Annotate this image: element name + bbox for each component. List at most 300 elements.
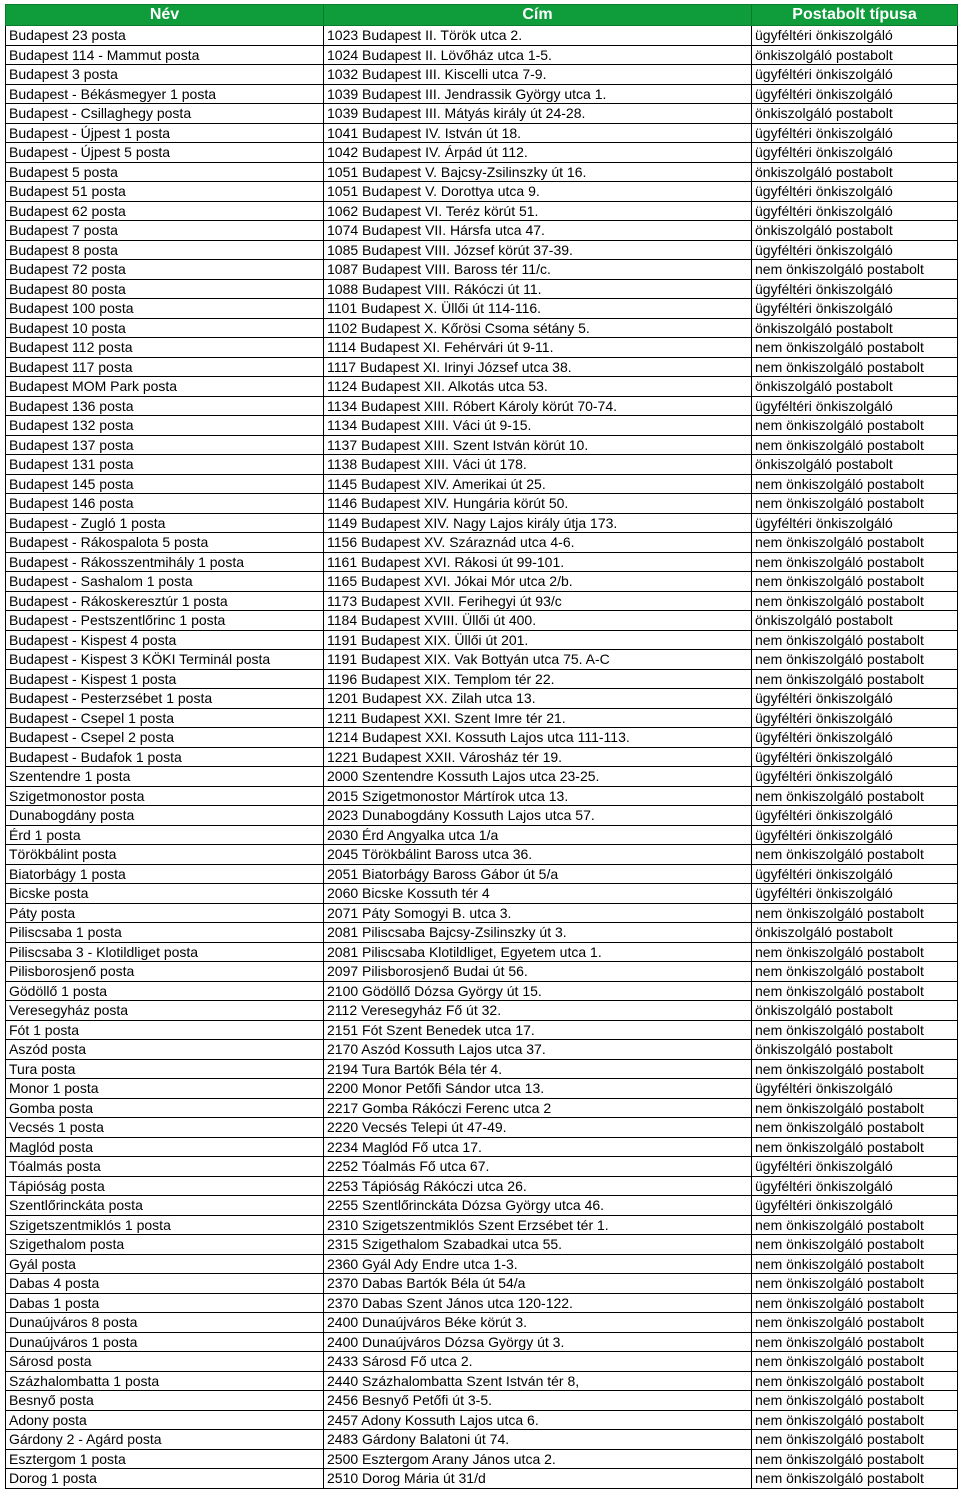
cell-name: Monor 1 posta	[6, 1079, 324, 1099]
table-row	[6, 494, 958, 514]
table-row	[6, 474, 958, 494]
cell-address: 2510 Dorog Mária út 31/d	[324, 1469, 752, 1489]
table-row	[6, 1391, 958, 1411]
cell-type: ügyféltéri önkiszolgáló	[752, 182, 958, 202]
cell-type: ügyféltéri önkiszolgáló	[752, 299, 958, 319]
cell-name: Budapest 136 posta	[6, 396, 324, 416]
table-row	[6, 552, 958, 572]
cell-address: 2500 Esztergom Arany János utca 2.	[324, 1449, 752, 1469]
cell-address: 2045 Törökbálint Baross utca 36.	[324, 845, 752, 865]
cell-name: Besnyő posta	[6, 1391, 324, 1411]
cell-type: önkiszolgáló postabolt	[752, 455, 958, 475]
table-row	[6, 1469, 958, 1489]
cell-name: Százhalombatta 1 posta	[6, 1371, 324, 1391]
cell-address: 2060 Bicske Kossuth tér 4	[324, 884, 752, 904]
cell-type: ügyféltéri önkiszolgáló	[752, 1176, 958, 1196]
cell-name: Budapest - Sashalom 1 posta	[6, 572, 324, 592]
cell-type: ügyféltéri önkiszolgáló	[752, 513, 958, 533]
cell-address: 2151 Fót Szent Benedek utca 17.	[324, 1020, 752, 1040]
cell-name: Pilisborosjenő posta	[6, 962, 324, 982]
cell-type: nem önkiszolgáló postabolt	[752, 786, 958, 806]
cell-name: Tura posta	[6, 1059, 324, 1079]
cell-name: Dabas 4 posta	[6, 1274, 324, 1294]
cell-type: ügyféltéri önkiszolgáló	[752, 728, 958, 748]
table-row	[6, 1196, 958, 1216]
table-row	[6, 786, 958, 806]
cell-name: Budapest 5 posta	[6, 162, 324, 182]
cell-type: nem önkiszolgáló postabolt	[752, 1371, 958, 1391]
cell-name: Dorog 1 posta	[6, 1469, 324, 1489]
cell-name: Budapest - Újpest 5 posta	[6, 143, 324, 163]
cell-name: Budapest 132 posta	[6, 416, 324, 436]
cell-address: 2200 Monor Petőfi Sándor utca 13.	[324, 1079, 752, 1099]
table-row	[6, 162, 958, 182]
table-row	[6, 923, 958, 943]
cell-type: ügyféltéri önkiszolgáló	[752, 1157, 958, 1177]
table-row	[6, 708, 958, 728]
cell-address: 1214 Budapest XXI. Kossuth Lajos utca 111-113.	[324, 728, 752, 748]
cell-name: Dunaújváros 8 posta	[6, 1313, 324, 1333]
table-row	[6, 942, 958, 962]
cell-name: Fót 1 posta	[6, 1020, 324, 1040]
cell-type: nem önkiszolgáló postabolt	[752, 650, 958, 670]
cell-name: Szentlőrinckáta posta	[6, 1196, 324, 1216]
cell-name: Budapest 114 - Mammut posta	[6, 45, 324, 65]
cell-name: Szigetmonostor posta	[6, 786, 324, 806]
cell-name: Budapest 3 posta	[6, 65, 324, 85]
cell-address: 1211 Budapest XXI. Szent Imre tér 21.	[324, 708, 752, 728]
cell-address: 2015 Szigetmonostor Mártírok utca 13.	[324, 786, 752, 806]
cell-name: Budapest - Rákoskeresztúr 1 posta	[6, 591, 324, 611]
cell-address: 2440 Százhalombatta Szent István tér 8,	[324, 1371, 752, 1391]
cell-type: nem önkiszolgáló postabolt	[752, 1469, 958, 1489]
cell-type: ügyféltéri önkiszolgáló	[752, 1196, 958, 1216]
table-row	[6, 1352, 958, 1372]
cell-name: Vecsés 1 posta	[6, 1118, 324, 1138]
cell-address: 1051 Budapest V. Bajcsy-Zsilinszky út 16.	[324, 162, 752, 182]
cell-name: Budapest - Csepel 1 posta	[6, 708, 324, 728]
cell-name: Gödöllő 1 posta	[6, 981, 324, 1001]
cell-address: 2457 Adony Kossuth Lajos utca 6.	[324, 1410, 752, 1430]
cell-name: Gyál posta	[6, 1254, 324, 1274]
cell-name: Budapest 80 posta	[6, 279, 324, 299]
cell-address: 2097 Pilisborosjenő Budai út 56.	[324, 962, 752, 982]
table-row	[6, 357, 958, 377]
table-row	[6, 1235, 958, 1255]
cell-type: ügyféltéri önkiszolgáló	[752, 884, 958, 904]
cell-address: 1124 Budapest XII. Alkotás utca 53.	[324, 377, 752, 397]
cell-address: 2483 Gárdony Balatoni út 74.	[324, 1430, 752, 1450]
cell-address: 2310 Szigetszentmiklós Szent Erzsébet tér 1.	[324, 1215, 752, 1235]
cell-type: ügyféltéri önkiszolgáló	[752, 689, 958, 709]
cell-name: Budapest 100 posta	[6, 299, 324, 319]
table-row	[6, 1059, 958, 1079]
cell-type: nem önkiszolgáló postabolt	[752, 1215, 958, 1235]
cell-type: nem önkiszolgáló postabolt	[752, 1449, 958, 1469]
cell-type: ügyféltéri önkiszolgáló	[752, 84, 958, 104]
cell-address: 1137 Budapest XIII. Szent István körút 10.	[324, 435, 752, 455]
cell-name: Sárosd posta	[6, 1352, 324, 1372]
table-row	[6, 435, 958, 455]
table-row	[6, 84, 958, 104]
cell-type: nem önkiszolgáló postabolt	[752, 669, 958, 689]
cell-type: ügyféltéri önkiszolgáló	[752, 201, 958, 221]
table-row	[6, 104, 958, 124]
cell-address: 1138 Budapest XIII. Váci út 178.	[324, 455, 752, 475]
cell-address: 1146 Budapest XIV. Hungária körút 50.	[324, 494, 752, 514]
cell-type: ügyféltéri önkiszolgáló	[752, 767, 958, 787]
cell-address: 1165 Budapest XVI. Jókai Mór utca 2/b.	[324, 572, 752, 592]
cell-address: 2194 Tura Bartók Béla tér 4.	[324, 1059, 752, 1079]
table-row	[6, 1449, 958, 1469]
table-row	[6, 1001, 958, 1021]
cell-name: Budapest - Csillaghegy posta	[6, 104, 324, 124]
table-row	[6, 1293, 958, 1313]
cell-name: Budapest 112 posta	[6, 338, 324, 358]
cell-address: 1062 Budapest VI. Teréz körút 51.	[324, 201, 752, 221]
cell-address: 2255 Szentlőrinckáta Dózsa György utca 46.	[324, 1196, 752, 1216]
cell-address: 2433 Sárosd Fő utca 2.	[324, 1352, 752, 1372]
cell-name: Budapest 51 posta	[6, 182, 324, 202]
cell-address: 1032 Budapest III. Kiscelli utca 7-9.	[324, 65, 752, 85]
table-row	[6, 182, 958, 202]
table-row	[6, 572, 958, 592]
cell-address: 1085 Budapest VIII. József körút 37-39.	[324, 240, 752, 260]
cell-name: Szentendre 1 posta	[6, 767, 324, 787]
cell-name: Budapest - Pesterzsébet 1 posta	[6, 689, 324, 709]
cell-type: ügyféltéri önkiszolgáló	[752, 806, 958, 826]
cell-name: Budapest 131 posta	[6, 455, 324, 475]
cell-address: 2000 Szentendre Kossuth Lajos utca 23-25.	[324, 767, 752, 787]
cell-name: Tóalmás posta	[6, 1157, 324, 1177]
cell-type: önkiszolgáló postabolt	[752, 104, 958, 124]
cell-address: 1088 Budapest VIII. Rákóczi út 11.	[324, 279, 752, 299]
table-row	[6, 884, 958, 904]
cell-address: 1173 Budapest XVII. Ferihegyi út 93/c	[324, 591, 752, 611]
cell-address: 1101 Budapest X. Üllői út 114-116.	[324, 299, 752, 319]
table-body	[6, 26, 958, 1489]
table-row	[6, 1254, 958, 1274]
cell-name: Budapest - Kispest 1 posta	[6, 669, 324, 689]
cell-name: Budapest 146 posta	[6, 494, 324, 514]
table-row	[6, 1176, 958, 1196]
cell-type: ügyféltéri önkiszolgáló	[752, 864, 958, 884]
cell-name: Budapest - Csepel 2 posta	[6, 728, 324, 748]
cell-address: 1191 Budapest XIX. Vak Bottyán utca 75. A-C	[324, 650, 752, 670]
cell-name: Biatorbágy 1 posta	[6, 864, 324, 884]
cell-name: Piliscsaba 1 posta	[6, 923, 324, 943]
table-row	[6, 260, 958, 280]
cell-type: ügyféltéri önkiszolgáló	[752, 279, 958, 299]
cell-name: Budapest 145 posta	[6, 474, 324, 494]
cell-address: 1161 Budapest XVI. Rákosi út 99-101.	[324, 552, 752, 572]
cell-type: ügyféltéri önkiszolgáló	[752, 708, 958, 728]
cell-name: Érd 1 posta	[6, 825, 324, 845]
header-row	[6, 5, 958, 26]
cell-type: ügyféltéri önkiszolgáló	[752, 143, 958, 163]
cell-address: 2170 Aszód Kossuth Lajos utca 37.	[324, 1040, 752, 1060]
table-row	[6, 240, 958, 260]
cell-address: 1039 Budapest III. Mátyás király út 24-28.	[324, 104, 752, 124]
cell-name: Budapest 117 posta	[6, 357, 324, 377]
table-row	[6, 630, 958, 650]
table-row	[6, 728, 958, 748]
table-row	[6, 279, 958, 299]
cell-type: nem önkiszolgáló postabolt	[752, 533, 958, 553]
cell-type: nem önkiszolgáló postabolt	[752, 1430, 958, 1450]
cell-address: 1023 Budapest II. Török utca 2.	[324, 26, 752, 46]
table-row	[6, 143, 958, 163]
table-row	[6, 513, 958, 533]
header-type: Postabolt típusa	[752, 5, 958, 26]
table-row	[6, 1098, 958, 1118]
cell-name: Budapest 8 posta	[6, 240, 324, 260]
cell-type: nem önkiszolgáló postabolt	[752, 942, 958, 962]
table-row	[6, 1118, 958, 1138]
table-row	[6, 825, 958, 845]
cell-address: 1184 Budapest XVIII. Üllői út 400.	[324, 611, 752, 631]
cell-address: 2112 Veresegyház Fő út 32.	[324, 1001, 752, 1021]
cell-address: 1134 Budapest XIII. Váci út 9-15.	[324, 416, 752, 436]
table-row	[6, 864, 958, 884]
cell-name: Dabas 1 posta	[6, 1293, 324, 1313]
cell-address: 1041 Budapest IV. István út 18.	[324, 123, 752, 143]
cell-type: nem önkiszolgáló postabolt	[752, 1235, 958, 1255]
cell-type: nem önkiszolgáló postabolt	[752, 845, 958, 865]
cell-name: Budapest - Kispest 3 KÖKI Terminál posta	[6, 650, 324, 670]
cell-type: nem önkiszolgáló postabolt	[752, 591, 958, 611]
table-row	[6, 981, 958, 1001]
table-row	[6, 1157, 958, 1177]
cell-address: 2456 Besnyő Petőfi út 3-5.	[324, 1391, 752, 1411]
cell-address: 1042 Budapest IV. Árpád út 112.	[324, 143, 752, 163]
cell-type: nem önkiszolgáló postabolt	[752, 903, 958, 923]
cell-address: 1149 Budapest XIV. Nagy Lajos király útja 173.	[324, 513, 752, 533]
cell-name: Budapest 23 posta	[6, 26, 324, 46]
cell-name: Törökbálint posta	[6, 845, 324, 865]
cell-address: 2253 Tápióság Rákóczi utca 26.	[324, 1176, 752, 1196]
cell-type: önkiszolgáló postabolt	[752, 318, 958, 338]
cell-name: Gomba posta	[6, 1098, 324, 1118]
cell-type: nem önkiszolgáló postabolt	[752, 1391, 958, 1411]
table-row	[6, 318, 958, 338]
cell-address: 1039 Budapest III. Jendrassik György utca 1.	[324, 84, 752, 104]
cell-type: nem önkiszolgáló postabolt	[752, 435, 958, 455]
cell-name: Dunabogdány posta	[6, 806, 324, 826]
cell-address: 2315 Szigethalom Szabadkai utca 55.	[324, 1235, 752, 1255]
table-row	[6, 455, 958, 475]
cell-type: önkiszolgáló postabolt	[752, 923, 958, 943]
cell-address: 1191 Budapest XIX. Üllői út 201.	[324, 630, 752, 650]
cell-address: 2217 Gomba Rákóczi Ferenc utca 2	[324, 1098, 752, 1118]
table-row	[6, 903, 958, 923]
cell-type: nem önkiszolgáló postabolt	[752, 1274, 958, 1294]
cell-type: nem önkiszolgáló postabolt	[752, 1059, 958, 1079]
table-row	[6, 767, 958, 787]
table-row	[6, 845, 958, 865]
cell-type: nem önkiszolgáló postabolt	[752, 962, 958, 982]
cell-type: önkiszolgáló postabolt	[752, 162, 958, 182]
table-row	[6, 416, 958, 436]
table-row	[6, 533, 958, 553]
cell-name: Páty posta	[6, 903, 324, 923]
table-row	[6, 65, 958, 85]
cell-name: Budapest 137 posta	[6, 435, 324, 455]
post-office-table	[5, 4, 958, 1489]
cell-type: önkiszolgáló postabolt	[752, 611, 958, 631]
cell-type: nem önkiszolgáló postabolt	[752, 1137, 958, 1157]
table-row	[6, 806, 958, 826]
cell-type: nem önkiszolgáló postabolt	[752, 552, 958, 572]
cell-address: 1156 Budapest XV. Száraznád utca 4-6.	[324, 533, 752, 553]
cell-type: nem önkiszolgáló postabolt	[752, 1332, 958, 1352]
cell-name: Budapest - Zugló 1 posta	[6, 513, 324, 533]
cell-type: ügyféltéri önkiszolgáló	[752, 26, 958, 46]
cell-type: ügyféltéri önkiszolgáló	[752, 123, 958, 143]
cell-address: 1074 Budapest VII. Hársfa utca 47.	[324, 221, 752, 241]
cell-type: ügyféltéri önkiszolgáló	[752, 747, 958, 767]
cell-name: Budapest - Újpest 1 posta	[6, 123, 324, 143]
cell-address: 1201 Budapest XX. Zilah utca 13.	[324, 689, 752, 709]
cell-address: 1221 Budapest XXII. Városház tér 19.	[324, 747, 752, 767]
cell-type: önkiszolgáló postabolt	[752, 377, 958, 397]
cell-name: Bicske posta	[6, 884, 324, 904]
cell-type: önkiszolgáló postabolt	[752, 1001, 958, 1021]
cell-type: ügyféltéri önkiszolgáló	[752, 240, 958, 260]
cell-type: ügyféltéri önkiszolgáló	[752, 825, 958, 845]
table-row	[6, 1371, 958, 1391]
cell-address: 1145 Budapest XIV. Amerikai út 25.	[324, 474, 752, 494]
cell-name: Aszód posta	[6, 1040, 324, 1060]
cell-type: nem önkiszolgáló postabolt	[752, 1118, 958, 1138]
table-row	[6, 1020, 958, 1040]
cell-type: nem önkiszolgáló postabolt	[752, 474, 958, 494]
table-row	[6, 1079, 958, 1099]
cell-type: nem önkiszolgáló postabolt	[752, 1254, 958, 1274]
cell-name: Szigetszentmiklós 1 posta	[6, 1215, 324, 1235]
table-row	[6, 396, 958, 416]
cell-address: 1134 Budapest XIII. Róbert Károly körút 70-74.	[324, 396, 752, 416]
cell-name: Budapest MOM Park posta	[6, 377, 324, 397]
cell-name: Budapest - Budafok 1 posta	[6, 747, 324, 767]
table-row	[6, 747, 958, 767]
cell-type: nem önkiszolgáló postabolt	[752, 630, 958, 650]
table-row	[6, 1313, 958, 1333]
cell-type: nem önkiszolgáló postabolt	[752, 1352, 958, 1372]
cell-type: nem önkiszolgáló postabolt	[752, 338, 958, 358]
table-row	[6, 201, 958, 221]
cell-name: Budapest 7 posta	[6, 221, 324, 241]
cell-name: Budapest - Békásmegyer 1 posta	[6, 84, 324, 104]
table-row	[6, 123, 958, 143]
table-row	[6, 299, 958, 319]
table-row	[6, 1430, 958, 1450]
cell-type: nem önkiszolgáló postabolt	[752, 260, 958, 280]
cell-name: Budapest - Rákospalota 5 posta	[6, 533, 324, 553]
cell-type: ügyféltéri önkiszolgáló	[752, 65, 958, 85]
cell-address: 2100 Gödöllő Dózsa György út 15.	[324, 981, 752, 1001]
table-row	[6, 669, 958, 689]
table-row	[6, 689, 958, 709]
cell-address: 2252 Tóalmás Fő utca 67.	[324, 1157, 752, 1177]
cell-name: Gárdony 2 - Agárd posta	[6, 1430, 324, 1450]
cell-address: 2071 Páty Somogyi B. utca 3.	[324, 903, 752, 923]
cell-address: 2220 Vecsés Telepi út 47-49.	[324, 1118, 752, 1138]
cell-name: Veresegyház posta	[6, 1001, 324, 1021]
table-row	[6, 377, 958, 397]
cell-address: 2360 Gyál Ady Endre utca 1-3.	[324, 1254, 752, 1274]
cell-address: 1102 Budapest X. Kőrösi Csoma sétány 5.	[324, 318, 752, 338]
cell-name: Esztergom 1 posta	[6, 1449, 324, 1469]
header-address: Cím	[324, 5, 752, 26]
cell-address: 2400 Dunaújváros Béke körút 3.	[324, 1313, 752, 1333]
table-row	[6, 221, 958, 241]
cell-type: nem önkiszolgáló postabolt	[752, 1020, 958, 1040]
cell-address: 1117 Budapest XI. Irinyi József utca 38.	[324, 357, 752, 377]
cell-type: nem önkiszolgáló postabolt	[752, 1313, 958, 1333]
table-row	[6, 650, 958, 670]
cell-type: nem önkiszolgáló postabolt	[752, 1293, 958, 1313]
cell-address: 2023 Dunabogdány Kossuth Lajos utca 57.	[324, 806, 752, 826]
cell-name: Budapest - Rákosszentmihály 1 posta	[6, 552, 324, 572]
table-row	[6, 611, 958, 631]
cell-address: 1114 Budapest XI. Fehérvári út 9-11.	[324, 338, 752, 358]
cell-type: önkiszolgáló postabolt	[752, 1040, 958, 1060]
table-row	[6, 45, 958, 65]
cell-type: nem önkiszolgáló postabolt	[752, 572, 958, 592]
cell-name: Budapest 72 posta	[6, 260, 324, 280]
cell-name: Budapest - Kispest 4 posta	[6, 630, 324, 650]
table-row	[6, 1137, 958, 1157]
cell-address: 2234 Maglód Fő utca 17.	[324, 1137, 752, 1157]
cell-name: Maglód posta	[6, 1137, 324, 1157]
table-row	[6, 962, 958, 982]
cell-address: 2081 Piliscsaba Bajcsy-Zsilinszky út 3.	[324, 923, 752, 943]
cell-name: Budapest - Pestszentlőrinc 1 posta	[6, 611, 324, 631]
cell-address: 1087 Budapest VIII. Baross tér 11/c.	[324, 260, 752, 280]
cell-name: Piliscsaba 3 - Klotildliget posta	[6, 942, 324, 962]
table-row	[6, 338, 958, 358]
cell-type: nem önkiszolgáló postabolt	[752, 357, 958, 377]
table-row	[6, 1040, 958, 1060]
table-row	[6, 1410, 958, 1430]
header-name: Név	[6, 5, 324, 26]
cell-address: 2081 Piliscsaba Klotildliget, Egyetem utca 1.	[324, 942, 752, 962]
cell-type: önkiszolgáló postabolt	[752, 221, 958, 241]
cell-address: 2370 Dabas Szent János utca 120-122.	[324, 1293, 752, 1313]
table-row	[6, 591, 958, 611]
cell-name: Budapest 62 posta	[6, 201, 324, 221]
cell-address: 1196 Budapest XIX. Templom tér 22.	[324, 669, 752, 689]
cell-type: nem önkiszolgáló postabolt	[752, 416, 958, 436]
cell-address: 2370 Dabas Bartók Béla út 54/a	[324, 1274, 752, 1294]
table-row	[6, 1274, 958, 1294]
cell-type: nem önkiszolgáló postabolt	[752, 1098, 958, 1118]
cell-name: Adony posta	[6, 1410, 324, 1430]
cell-address: 1024 Budapest II. Lövőház utca 1-5.	[324, 45, 752, 65]
cell-address: 2030 Érd Angyalka utca 1/a	[324, 825, 752, 845]
cell-type: nem önkiszolgáló postabolt	[752, 1410, 958, 1430]
cell-address: 1051 Budapest V. Dorottya utca 9.	[324, 182, 752, 202]
cell-type: nem önkiszolgáló postabolt	[752, 981, 958, 1001]
table-row	[6, 1332, 958, 1352]
cell-name: Dunaújváros 1 posta	[6, 1332, 324, 1352]
cell-type: ügyféltéri önkiszolgáló	[752, 1079, 958, 1099]
cell-type: önkiszolgáló postabolt	[752, 45, 958, 65]
table-row	[6, 26, 958, 46]
cell-type: nem önkiszolgáló postabolt	[752, 494, 958, 514]
cell-name: Tápióság posta	[6, 1176, 324, 1196]
